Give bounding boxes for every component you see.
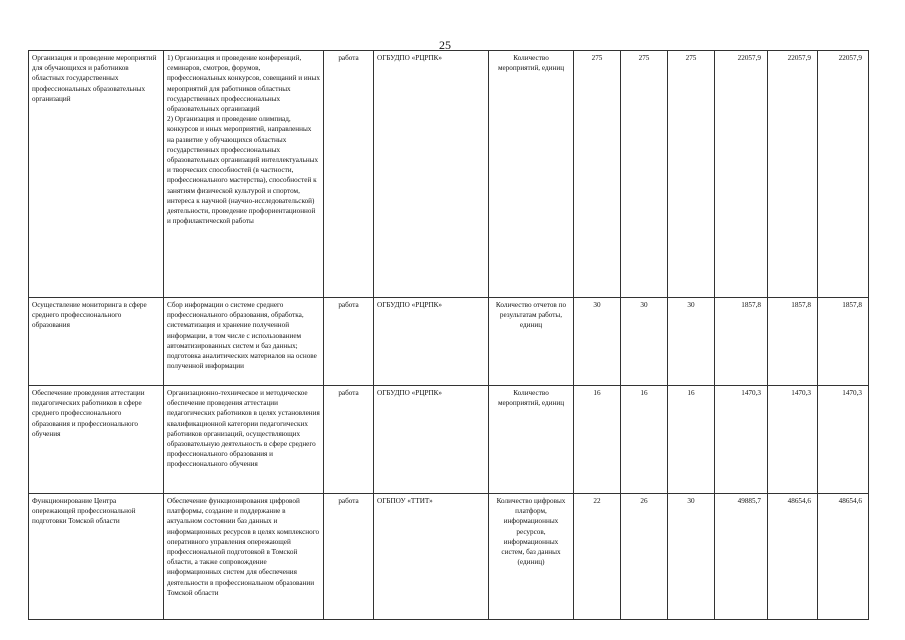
funding-cell-1: 49885,7 bbox=[715, 494, 768, 620]
indicator-cell: Количество цифровых платформ, информационных ресурсов, информационных систем, баз данных (единиц) bbox=[489, 494, 574, 620]
indicator-cell: Количество мероприятий, единиц bbox=[489, 386, 574, 494]
organization-cell: ОГБУДПО «РЦРПК» bbox=[374, 298, 489, 386]
indicator-cell: Количество отчетов по результатам работы, единиц bbox=[489, 298, 574, 386]
services-table bbox=[28, 50, 869, 620]
volume-cell-1: 275 bbox=[574, 51, 621, 298]
funding-cell-2: 1857,8 bbox=[768, 298, 818, 386]
volume-cell-1: 16 bbox=[574, 386, 621, 494]
type-cell: работа bbox=[324, 51, 374, 298]
work-name-cell: Обеспечение проведения аттестации педагогических работников в сфере среднего профессионального образования и профессионального обучения bbox=[29, 386, 164, 494]
volume-cell-2: 275 bbox=[621, 51, 668, 298]
work-name-cell: Осуществление мониторинга в сфере среднего профессионального образования bbox=[29, 298, 164, 386]
work-content-cell: 1) Организация и проведение конференций, семинаров, смотров, форумов, профессиональных конкурсов, совещаний и иных мероприятий для работников областных государственных профессиональных образовательных организаций 2) Организация и проведение олимпиад, конкурсов и иных мероприятий, направленных на развитие у обучающихся областных государственных профессиональных образовательных организаций интеллектуальных и творческих способностей (в частности, профессионального мастерства), способностей к занятиям физической культурой и спортом, интереса к научной (научно-исследовательской) деятельности, проведение профориентационной и профилактической работы bbox=[164, 51, 324, 298]
volume-cell-1: 22 bbox=[574, 494, 621, 620]
work-content-cell: Организационно-техническое и методическое обеспечение проведения аттестации педагогических работников в целях установления квалификационной категории педагогических работников организаций, осуществляющих образовательную деятельность в сфере среднего профессионального образования и профессионального обучения bbox=[164, 386, 324, 494]
work-name-cell: Организация и проведение мероприятий для обучающихся и работников областных государственных профессиональных образовательных организаций bbox=[29, 51, 164, 298]
table-row bbox=[29, 298, 869, 386]
table-row bbox=[29, 386, 869, 494]
funding-cell-2: 48654,6 bbox=[768, 494, 818, 620]
type-cell: работа bbox=[324, 386, 374, 494]
organization-cell: ОГБПОУ «ТТИТ» bbox=[374, 494, 489, 620]
funding-cell-1: 22057,9 bbox=[715, 51, 768, 298]
volume-cell-2: 30 bbox=[621, 298, 668, 386]
organization-cell: ОГБУДПО «РЦРПК» bbox=[374, 51, 489, 298]
table-row bbox=[29, 494, 869, 620]
work-content-cell: Сбор информации о системе среднего профессионального образования, обработка, систематизация и хранение полученной информации, в том числе с использованием автоматизированных систем и баз данных; подготовка аналитических материалов на основе полученной информации bbox=[164, 298, 324, 386]
volume-cell-3: 30 bbox=[668, 298, 715, 386]
volume-cell-3: 275 bbox=[668, 51, 715, 298]
funding-cell-1: 1470,3 bbox=[715, 386, 768, 494]
funding-cell-3: 1857,8 bbox=[818, 298, 869, 386]
funding-cell-3: 48654,6 bbox=[818, 494, 869, 620]
funding-cell-2: 1470,3 bbox=[768, 386, 818, 494]
volume-cell-3: 16 bbox=[668, 386, 715, 494]
volume-cell-2: 16 bbox=[621, 386, 668, 494]
volume-cell-1: 30 bbox=[574, 298, 621, 386]
work-name-cell: Функционирование Центра опережающей профессиональной подготовки Томской области bbox=[29, 494, 164, 620]
funding-cell-3: 22057,9 bbox=[818, 51, 869, 298]
funding-cell-1: 1857,8 bbox=[715, 298, 768, 386]
organization-cell: ОГБУДПО «РЦРПК» bbox=[374, 386, 489, 494]
type-cell: работа bbox=[324, 298, 374, 386]
funding-cell-3: 1470,3 bbox=[818, 386, 869, 494]
volume-cell-2: 26 bbox=[621, 494, 668, 620]
table-row bbox=[29, 51, 869, 298]
indicator-cell: Количество мероприятий, единиц bbox=[489, 51, 574, 298]
work-content-cell: Обеспечение функционирования цифровой платформы, создание и поддержание в актуальном состоянии баз данных и информационных ресурсов в целях комплексного оперативного управления опережающей профессиональной подготовкой в Томской области, а также сопровождение информационных систем для обеспечения деятельности в профессиональном образовании Томской области bbox=[164, 494, 324, 620]
type-cell: работа bbox=[324, 494, 374, 620]
funding-cell-2: 22057,9 bbox=[768, 51, 818, 298]
page-number: 25 bbox=[439, 38, 451, 52]
volume-cell-3: 30 bbox=[668, 494, 715, 620]
